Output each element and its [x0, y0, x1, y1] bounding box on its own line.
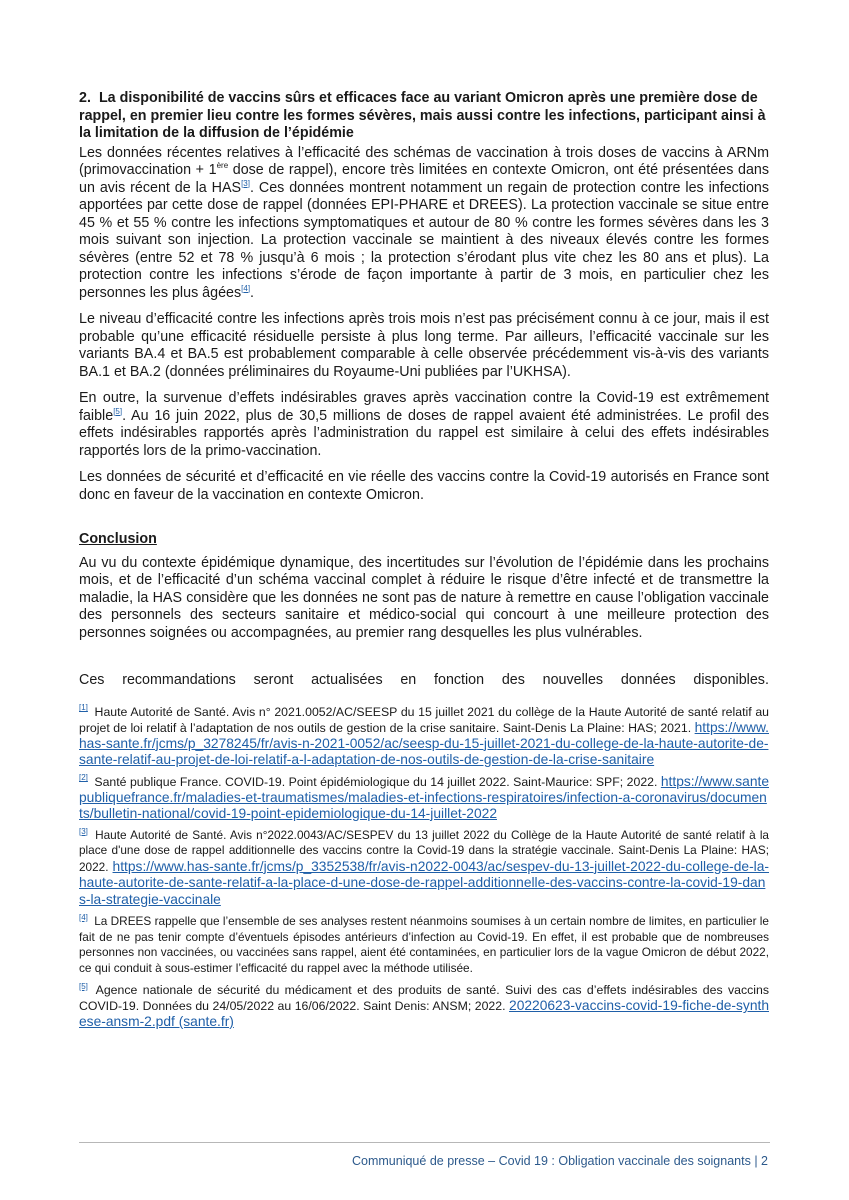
footnote-link[interactable]: https://www.santepubliquefrance.fr/maladies-et-traumatismes/maladies-et-infections-respiratoires/infection-a-coronavirus/documents/bulletin-national/covid-19-point-epidemiologique-du-14-juillet-2022: [79, 773, 769, 821]
footnote-text: La DREES rappelle que l’ensemble de ses analyses restent néanmoins soumises à un certain nombre de limites, en particulier le fait de ne pas tenir compte d’éventuels épisodes antérieurs d’infection au Covid-19. En effet, il est probable que de nombreuses personnes non vaccinées, ou vaccinées sans rappel, aient été contaminées, en particulier lors de la vague Omicron de début 2022, ce qui conduit à sous-estimer l’efficacité du rappel avec la méthode utilisée.: [79, 914, 769, 975]
footnote-5: [79, 982, 769, 1030]
document-body: [79, 90, 769, 1036]
footnote-number[interactable]: [5]: [79, 981, 88, 991]
footnote-ref-4[interactable]: [4]: [241, 283, 251, 293]
footnote-number[interactable]: [3]: [79, 826, 88, 836]
footnote-number[interactable]: [2]: [79, 773, 88, 783]
page-footer: Communiqué de presse – Covid 19 : Obligation vaccinale des soignants | 2: [352, 1154, 768, 1168]
closing-word: Ces: [79, 672, 105, 688]
paragraph-efficacy: [79, 145, 769, 303]
text-run: . Au 16 juin 2022, plus de 30,5 millions de doses de rappel avaient été administrées. Le profil des effets indésirables rapportés après l’administration du rappel est similaire à celui des effets indésirables rapportés lors de la primo-vaccination.: [79, 407, 769, 459]
paragraph-safety: [79, 390, 769, 460]
superscript-ere: ère: [216, 161, 229, 171]
closing-word: données: [620, 672, 676, 688]
footnote-ref-3[interactable]: [3]: [241, 178, 250, 188]
footnote-4: [79, 914, 769, 976]
footnote-1: [79, 704, 769, 768]
closing-word: des: [501, 672, 525, 688]
footnotes: [79, 704, 769, 1031]
section-heading: [79, 90, 769, 143]
footnote-text: Agence nationale de sécurité du médicament et des produits de santé. Suivi des cas d’effets indésirables des vaccins COVID-19. Données du 24/05/2022 au 16/06/2022. Saint Denis: ANSM; 2022.: [79, 983, 769, 1013]
text-run: dose de rappel), encore très limitées en contexte Omicron, ont été présentées dans un avis récent de la HAS: [79, 162, 769, 196]
footnote-ref-5[interactable]: [5]: [113, 406, 123, 416]
footnote-link[interactable]: 20220623-vaccins-covid-19-fiche-de-synthese-ansm-2.pdf (sante.fr): [79, 998, 769, 1029]
conclusion-title: Conclusion: [79, 531, 157, 547]
paragraph-residual-efficacy: Le niveau d’efficacité contre les infections après trois mois n’est pas précisément connu à ce jour, mais il est probable qu’une efficacité résiduelle persiste à plus long terme. Par ailleurs, l’efficacité vaccinale sur les variants BA.4 et BA.5 est probablement comparable à celle observée précédemment vis-à-vis des variants BA.1 et BA.2 (données préliminaires du Royaume-Uni publiées par l’UKHSA).: [79, 311, 769, 380]
closing-word: seront: [253, 672, 294, 688]
footnote-3: [79, 828, 769, 909]
footnote-number[interactable]: [1]: [79, 703, 88, 713]
footnote-link[interactable]: https://www.has-sante.fr/jcms/p_3278245/fr/avis-n-2021-0052/ac/seesp-du-15-juillet-2021-du-college-de-la-haute-autorite-de-sante-relatif-au-projet-de-loi-relatif-a-l-adaptation-de-nos-outils-de-gestion-de-la-crise-sanitaire: [79, 719, 769, 767]
closing-word: fonction: [434, 672, 485, 688]
closing-word: disponibles.: [693, 672, 769, 688]
closing-word: nouvelles: [542, 672, 604, 688]
footnote-number[interactable]: [4]: [79, 913, 88, 923]
closing-sentence: [79, 672, 769, 690]
section-number: 2.: [79, 90, 91, 106]
footnote-2: [79, 774, 769, 822]
closing-word: recommandations: [122, 672, 236, 688]
footnote-text: Haute Autorité de Santé. Avis n° 2021.0052/AC/SEESP du 15 juillet 2021 du collège de la Haute Autorité de santé relatif au projet de loi relatif à l’adaptation de nos outils de gestion de la crise sanitaire. Saint-Denis La Plaine: HAS; 2021.: [79, 704, 769, 735]
footnote-link[interactable]: https://www.has-sante.fr/jcms/p_3352538/fr/avis-n2022-0043/ac/sespev-du-13-juillet-2022-du-college-de-la-haute-autorite-de-sante-relatif-a-la-place-d-une-dose-de-rappel-additionnelle-des-vaccins-contre-la-covid-19-dans-la-strategie-vaccinale: [79, 858, 769, 907]
section-title: La disponibilité de vaccins sûrs et efficaces face au variant Omicron après une première dose de rappel, en premier lieu contre les formes sévères, mais aussi contre les infections, participant ainsi à la limitation de la diffusion de l’épidémie: [79, 90, 766, 141]
footnote-text: Santé publique France. COVID-19. Point épidémiologique du 14 juillet 2022. Saint-Maurice: SPF; 2022.: [90, 774, 661, 789]
text-run: Les données récentes relatives à l’efficacité des schémas de vaccination à trois doses de vaccins à ARNm (primovaccination + 1: [79, 144, 769, 178]
conclusion-text: Au vu du contexte épidémique dynamique, des incertitudes sur l’évolution de l’épidémie dans les prochains mois, et de l’efficacité d’un schéma vaccinal complet à réduire le risque d’être infecté et de transmettre la maladie, la HAS considère que les données ne sont pas de nature à remettre en cause l’obligation vaccinale des personnels des secteurs sanitaire et médico-social qui concourt à une meilleure protection des personnes soignées ou accompagnées, au premier rang desquelles les plus vulnérables.: [79, 554, 769, 641]
footer-divider: [79, 1142, 770, 1143]
closing-word: en: [400, 672, 417, 688]
paragraph-summary: Les données de sécurité et d’efficacité en vie réelle des vaccins contre la Covid-19 autorisés en France sont donc en faveur de la vaccination en contexte Omicron.: [79, 469, 769, 503]
text-run: .: [250, 284, 255, 301]
text-run: . Ces données montrent notamment un regain de protection contre les infections apportées par cette dose de rappel (données EPI-PHARE et DREES). La protection vaccinale se situe entre 45 % et 55 % contre les infections symptomatiques et autour de 80 % contre les formes sévères dans les 3 mois suivant son injection. La protection vaccinale se maintient à des niveaux élevés contre les formes sévères (entre 52 et 78 % jusqu’à 6 mois ; la protection s’érodant plus vite chez les 80 ans et plus). La protection contre les infections s’érode de façon importante à partir de 3 mois, en particulier chez les personnes les plus âgées: [79, 179, 769, 301]
footnote-text: Haute Autorité de Santé. Avis n°2022.0043/AC/SESPEV du 13 juillet 2022 du Collège de la Haute Autorité de santé relatif à la place d'une dose de rappel additionnelle des vaccins contre la Covid-19 dans la stratégie vaccinale. Saint-Denis La Plaine: HAS; 2022.: [79, 827, 769, 874]
closing-word: actualisées: [311, 672, 383, 688]
text-run: En outre, la survenue d’effets indésirables graves après vaccination contre la Covid-19 est extrêmement faible: [79, 390, 769, 424]
